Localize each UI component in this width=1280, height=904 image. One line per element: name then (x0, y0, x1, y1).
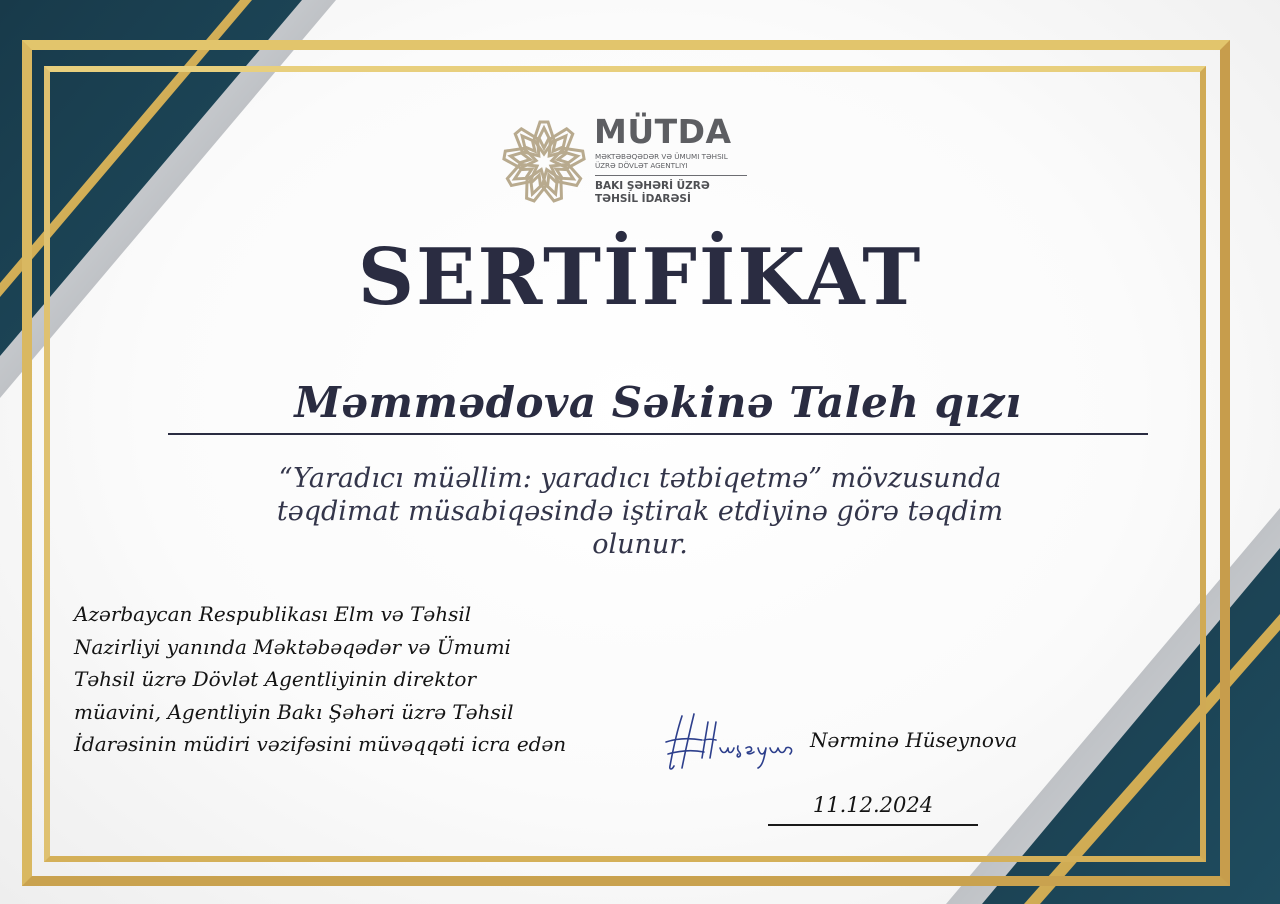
signer-position-line: İdarəsinin müdiri vəzifəsini müvəqqəti icra edən (74, 732, 567, 756)
signer-position (74, 598, 674, 761)
description-line: təqdimat müsabiqəsində iştirak etdiyinə görə təqdim (276, 496, 1004, 527)
signer-position-line: Nazirliyi yanında Məktəbəqədər və Ümumi (74, 634, 511, 659)
signature-text: Hüseynova (660, 708, 666, 709)
logo-department (595, 180, 710, 205)
certificate-title: SERTİFİKAT (357, 232, 923, 323)
handwritten-signature (660, 708, 800, 774)
agency-logo (498, 114, 758, 210)
description-line: olunur. (592, 529, 688, 560)
logo-name: MÜTDA (594, 112, 732, 151)
recipient-name: Məmmədova Səkinə Taleh qızı (294, 378, 1022, 427)
signer-position-line: Təhsil üzrə Dövlət Agentliyinin direktor (74, 667, 477, 691)
logo-department-line: TƏHSİL İDARƏSİ (595, 192, 691, 205)
mutda-emblem-icon (498, 116, 590, 208)
logo-department-line: BAKI ŞƏHƏRİ ÜZRƏ (595, 180, 710, 192)
signer-position-line: Azərbaycan Respublikası Elm və Təhsil (74, 602, 472, 626)
logo-agency-name (595, 152, 755, 170)
issue-date: 11.12.2024 (812, 793, 934, 817)
certificate-description (190, 462, 1090, 561)
recipient-underline (168, 433, 1148, 435)
signer-position-line: müavini, Agentliyin Bakı Şəhəri üzrə Təhsil (74, 699, 514, 724)
logo-agency-line: MƏKTƏBƏQƏDƏR VƏ ÜMUMI TƏHSIL (595, 152, 728, 161)
description-line: “Yaradıcı müəllim: yaradıcı tətbiqetmə” mövzusunda (278, 463, 1002, 494)
logo-agency-line: ÜZRƏ DÖVLƏT AGENTLIYI (595, 161, 688, 170)
logo-divider (595, 175, 747, 176)
signer-name: Nərminə Hüseynova (810, 728, 1018, 752)
date-underline (768, 824, 978, 826)
